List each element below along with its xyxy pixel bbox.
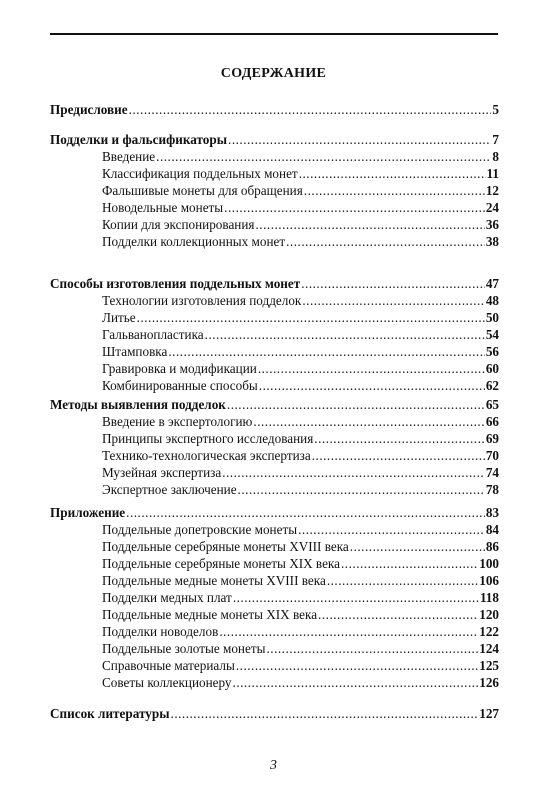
toc-subentry-title: Гравировка и модификации bbox=[102, 361, 257, 376]
toc-page-number: 56 bbox=[485, 344, 499, 359]
dot-leader bbox=[299, 166, 486, 181]
toc-page-number: 100 bbox=[479, 556, 499, 571]
toc-subentry-title: Литье bbox=[102, 310, 136, 325]
toc-subentry-title: Подделки медных плат bbox=[102, 590, 232, 605]
toc-page-number: 60 bbox=[485, 361, 499, 376]
toc-subentry-title: Комбинированные способы bbox=[102, 378, 258, 393]
dot-leader bbox=[256, 217, 485, 232]
toc-page-number: 122 bbox=[479, 624, 499, 639]
toc-subentry[interactable] bbox=[102, 522, 499, 537]
toc-title: СОДЕРЖАНИЕ bbox=[220, 66, 327, 81]
toc-page-number: 125 bbox=[479, 658, 499, 673]
toc-subentry-title: Классификация поддельных монет bbox=[102, 166, 298, 181]
page-number: 3 bbox=[270, 758, 277, 773]
dot-leader bbox=[205, 327, 485, 342]
toc-page-number: 66 bbox=[485, 414, 499, 429]
toc-subentry[interactable] bbox=[102, 539, 499, 554]
toc-subentry[interactable] bbox=[102, 344, 499, 359]
toc-subentry-title: Справочные материалы bbox=[102, 658, 235, 673]
toc-subentry-title: Введение в экспертологию bbox=[102, 414, 253, 429]
toc-subentry[interactable] bbox=[102, 234, 499, 249]
toc-subentry-title: Поддельные медные монеты XIX века bbox=[102, 607, 318, 622]
toc-subentry[interactable] bbox=[102, 327, 499, 342]
toc-subentry[interactable] bbox=[102, 217, 499, 232]
toc-page-number: 124 bbox=[479, 641, 499, 656]
dot-leader bbox=[286, 234, 485, 249]
toc-subentry-title: Новодельные монеты bbox=[102, 200, 224, 215]
toc-subentry-title: Поддельные медные монеты XVIII века bbox=[102, 573, 326, 588]
toc-subentry[interactable] bbox=[102, 658, 499, 673]
toc-page-number: 65 bbox=[485, 397, 499, 412]
toc-page-number: 78 bbox=[485, 482, 499, 497]
toc-page-number: 106 bbox=[479, 573, 499, 588]
toc-page-number: 24 bbox=[485, 200, 499, 215]
toc-subentry[interactable] bbox=[102, 573, 499, 588]
dot-leader bbox=[253, 414, 484, 429]
toc-subentry-title: Экспертное заключение bbox=[102, 482, 237, 497]
dot-leader bbox=[171, 706, 479, 721]
toc-subentry-title: Штамповка bbox=[102, 344, 168, 359]
toc-subentry[interactable] bbox=[102, 200, 499, 215]
toc-subentry-title: Фальшивые монеты для обращения bbox=[102, 183, 303, 198]
dot-leader bbox=[228, 132, 491, 147]
toc-subentry-title: Введение bbox=[102, 149, 156, 164]
dot-leader bbox=[233, 590, 479, 605]
toc-subentry-title: Подделки коллекционных монет bbox=[102, 234, 286, 249]
dot-leader bbox=[298, 522, 485, 537]
toc-page-number: 69 bbox=[485, 431, 499, 446]
toc-subentry-title: Поддельные золотые монеты bbox=[102, 641, 266, 656]
header-rule bbox=[50, 33, 498, 35]
dot-leader bbox=[236, 658, 478, 673]
toc-subentry[interactable] bbox=[102, 590, 499, 605]
toc-subentry[interactable] bbox=[102, 431, 499, 446]
dot-leader bbox=[301, 276, 485, 291]
dot-leader bbox=[312, 448, 485, 463]
toc-section-entry[interactable] bbox=[50, 397, 499, 412]
toc-section-entry[interactable] bbox=[50, 505, 499, 520]
dot-leader bbox=[126, 505, 485, 520]
toc-page-number: 118 bbox=[479, 590, 499, 605]
dot-leader bbox=[259, 378, 485, 393]
toc-subentry[interactable] bbox=[102, 448, 499, 463]
toc-page-number: 48 bbox=[485, 293, 499, 308]
toc-subentry[interactable] bbox=[102, 624, 499, 639]
toc-page-number: 126 bbox=[479, 675, 499, 690]
toc-page-number: 54 bbox=[485, 327, 499, 342]
toc-page-number: 83 bbox=[485, 505, 499, 520]
toc-section-title: Способы изготовления поддельных монет bbox=[50, 276, 301, 291]
toc-subentry[interactable] bbox=[102, 310, 499, 325]
dot-leader bbox=[258, 361, 485, 376]
toc-subentry[interactable] bbox=[102, 414, 499, 429]
dot-leader bbox=[233, 675, 479, 690]
dot-leader bbox=[302, 293, 484, 308]
toc-subentry[interactable] bbox=[102, 641, 499, 656]
toc-page-number: 70 bbox=[485, 448, 499, 463]
toc-section-title: Методы выявления подделок bbox=[50, 397, 226, 412]
toc-section-title: Приложение bbox=[50, 505, 126, 520]
dot-leader bbox=[168, 344, 484, 359]
toc-subentry[interactable] bbox=[102, 378, 499, 393]
toc-subentry[interactable] bbox=[102, 293, 499, 308]
toc-subentry-title: Гальванопластика bbox=[102, 327, 204, 342]
toc-section-entry[interactable] bbox=[50, 276, 499, 291]
toc-page-number: 7 bbox=[492, 132, 499, 147]
dot-leader bbox=[341, 556, 478, 571]
toc-subentry[interactable] bbox=[102, 482, 499, 497]
toc-subentry[interactable] bbox=[102, 675, 499, 690]
toc-subentry[interactable] bbox=[102, 556, 499, 571]
dot-leader bbox=[137, 310, 485, 325]
toc-page-number: 11 bbox=[486, 166, 499, 181]
dot-leader bbox=[318, 607, 478, 622]
toc-section-title: Предисловие bbox=[50, 102, 128, 117]
toc-subentry-title: Технико-технологическая экспертиза bbox=[102, 448, 311, 463]
toc-subentry-title: Технологии изготовления подделок bbox=[102, 293, 302, 308]
dot-leader bbox=[156, 149, 491, 164]
toc-section-title: Список литературы bbox=[50, 706, 170, 721]
toc-page-number: 62 bbox=[485, 378, 499, 393]
dot-leader bbox=[314, 431, 485, 446]
toc-subentry-title: Поддельные допетровские монеты bbox=[102, 522, 298, 537]
dot-leader bbox=[227, 397, 485, 412]
dot-leader bbox=[304, 183, 485, 198]
toc-section-entry[interactable] bbox=[50, 706, 499, 721]
toc-page-number: 74 bbox=[485, 465, 499, 480]
toc-subentry-title: Советы коллекционеру bbox=[102, 675, 232, 690]
toc-page-number: 47 bbox=[485, 276, 499, 291]
dot-leader bbox=[238, 482, 485, 497]
toc-page-number: 120 bbox=[479, 607, 499, 622]
dot-leader bbox=[327, 573, 478, 588]
toc-page-number: 38 bbox=[485, 234, 499, 249]
toc-subentry-title: Музейная экспертиза bbox=[102, 465, 222, 480]
toc-page-number: 12 bbox=[485, 183, 499, 198]
dot-leader bbox=[129, 102, 492, 117]
toc-page-number: 84 bbox=[485, 522, 499, 537]
toc-page-number: 36 bbox=[485, 217, 499, 232]
toc-subentry[interactable] bbox=[102, 149, 499, 164]
toc-subentry[interactable] bbox=[102, 465, 499, 480]
toc-page-number: 127 bbox=[479, 706, 499, 721]
dot-leader bbox=[266, 641, 478, 656]
toc-subentry-title: Подделки новоделов bbox=[102, 624, 219, 639]
toc-subentry[interactable] bbox=[102, 166, 499, 181]
toc-subentry[interactable] bbox=[102, 183, 499, 198]
toc-page-number: 8 bbox=[492, 149, 499, 164]
toc-page-number: 50 bbox=[485, 310, 499, 325]
toc-section-title: Подделки и фальсификаторы bbox=[50, 132, 228, 147]
dot-leader bbox=[224, 200, 485, 215]
toc-page-number: 86 bbox=[485, 539, 499, 554]
toc-page-number: 5 bbox=[492, 102, 499, 117]
toc-subentry-title: Принципы экспертного исследования bbox=[102, 431, 314, 446]
toc-subentry[interactable] bbox=[102, 607, 499, 622]
toc-subentry[interactable] bbox=[102, 361, 499, 376]
toc-subentry-title: Копии для экспонирования bbox=[102, 217, 255, 232]
toc-section-entry[interactable] bbox=[50, 102, 499, 117]
dot-leader bbox=[350, 539, 485, 554]
dot-leader bbox=[222, 465, 485, 480]
toc-subentry-title: Поддельные серебряные монеты XIX века bbox=[102, 556, 340, 571]
toc-subentry-title: Поддельные серебряные монеты XVIII века bbox=[102, 539, 349, 554]
dot-leader bbox=[219, 624, 478, 639]
toc-section-entry[interactable] bbox=[50, 132, 499, 147]
